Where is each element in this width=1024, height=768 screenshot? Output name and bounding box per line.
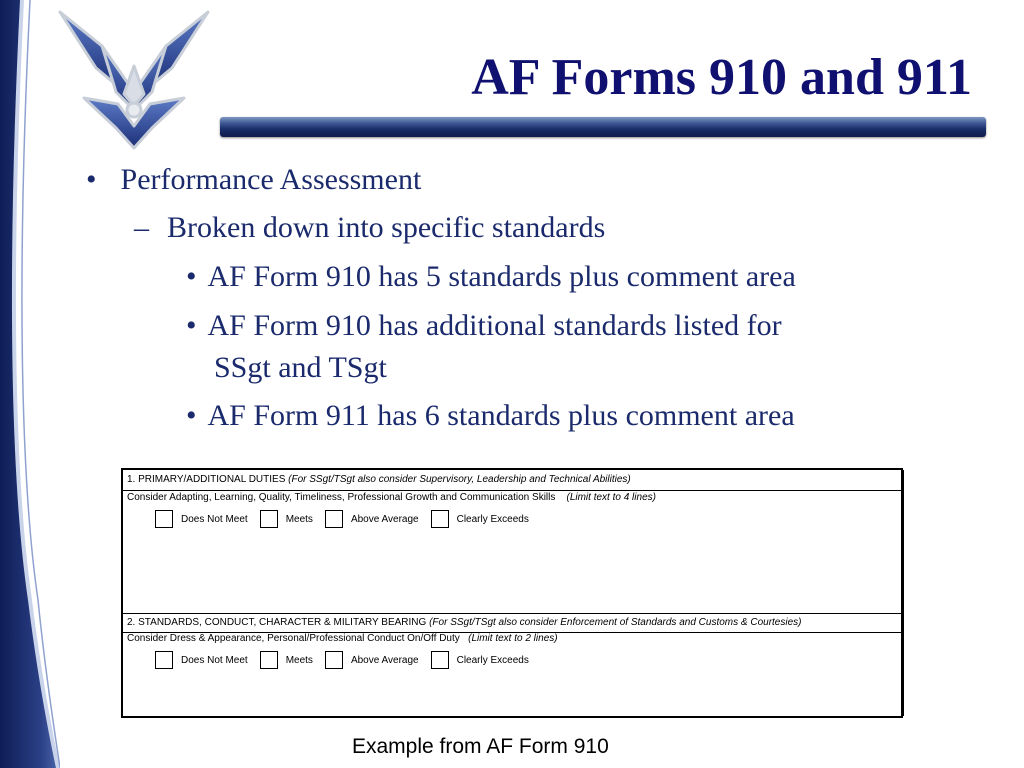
option-label: Meets [285, 654, 313, 666]
bullet-level2 [134, 210, 605, 246]
checkbox-meets[interactable] [260, 510, 278, 528]
checkbox-does-not-meet[interactable] [155, 510, 173, 528]
checkbox-above-average[interactable] [325, 510, 343, 528]
section1-heading: 1. PRIMARY/ADDITIONAL DUTIES [127, 474, 286, 485]
section2-heading-note: (For SSgt/TSgt also consider Enforcement of Standards and Customs & Courtesies) [429, 617, 802, 628]
section1-consider-text: Consider Adapting, Learning, Quality, Timeliness, Professional Growth and Communication Skills [127, 492, 556, 503]
checkbox-does-not-meet[interactable] [155, 651, 173, 669]
bullet-level3-item [186, 259, 796, 295]
section2-heading-row [123, 614, 901, 633]
section1-body [123, 490, 901, 614]
bullet-marker: • [86, 163, 97, 196]
bullet-marker: • [186, 260, 197, 293]
bullet-text: AF Form 911 has 6 standards plus comment area [207, 399, 795, 432]
section2-rating-options [155, 651, 541, 669]
bullet-text: Performance Assessment [120, 163, 422, 196]
checkbox-clearly-exceeds[interactable] [431, 510, 449, 528]
section1-heading-row [123, 470, 901, 491]
checkbox-clearly-exceeds[interactable] [431, 651, 449, 669]
bullet-continuation-line: SSgt and TSgt [214, 351, 387, 384]
checkbox-above-average[interactable] [325, 651, 343, 669]
form-edge [901, 470, 904, 716]
bullet-level3-item [186, 398, 795, 434]
section1-limit-note: (Limit text to 4 lines) [566, 492, 656, 503]
bullet-level1 [86, 162, 421, 198]
section1-rating-options [155, 510, 541, 528]
section2-body [123, 632, 901, 716]
bullet-text: Broken down into specific standards [167, 211, 606, 244]
option-label: Above Average [350, 654, 419, 666]
option-label: Does Not Meet [181, 513, 248, 525]
option-label: Does Not Meet [181, 654, 248, 666]
bullet-marker: • [186, 309, 197, 342]
section2-consider-text: Consider Dress & Appearance, Personal/Professional Conduct On/Off Duty [127, 633, 460, 644]
option-label: Above Average [350, 513, 419, 525]
section1-heading-note: (For SSgt/TSgt also consider Supervisory, Leadership and Technical Abilities) [288, 474, 631, 485]
section2-heading: 2. STANDARDS, CONDUCT, CHARACTER & MILITARY BEARING [127, 617, 427, 628]
form-910-excerpt [121, 468, 903, 718]
section2-limit-note: (Limit text to 2 lines) [468, 633, 558, 644]
bullet-text: AF Form 910 has additional standards listed for [207, 309, 782, 342]
option-label: Meets [285, 513, 313, 525]
figure-caption: Example from AF Form 910 [352, 735, 609, 758]
bullet-text: AF Form 910 has 5 standards plus comment area [207, 260, 796, 293]
dash-marker: – [134, 211, 149, 244]
checkbox-meets[interactable] [260, 651, 278, 669]
bullet-marker: • [186, 399, 197, 432]
slide-title: AF Forms 910 and 911 [471, 49, 972, 106]
option-label: Clearly Exceeds [456, 513, 529, 525]
option-label: Clearly Exceeds [456, 654, 529, 666]
bullet-level3-item [186, 308, 782, 344]
